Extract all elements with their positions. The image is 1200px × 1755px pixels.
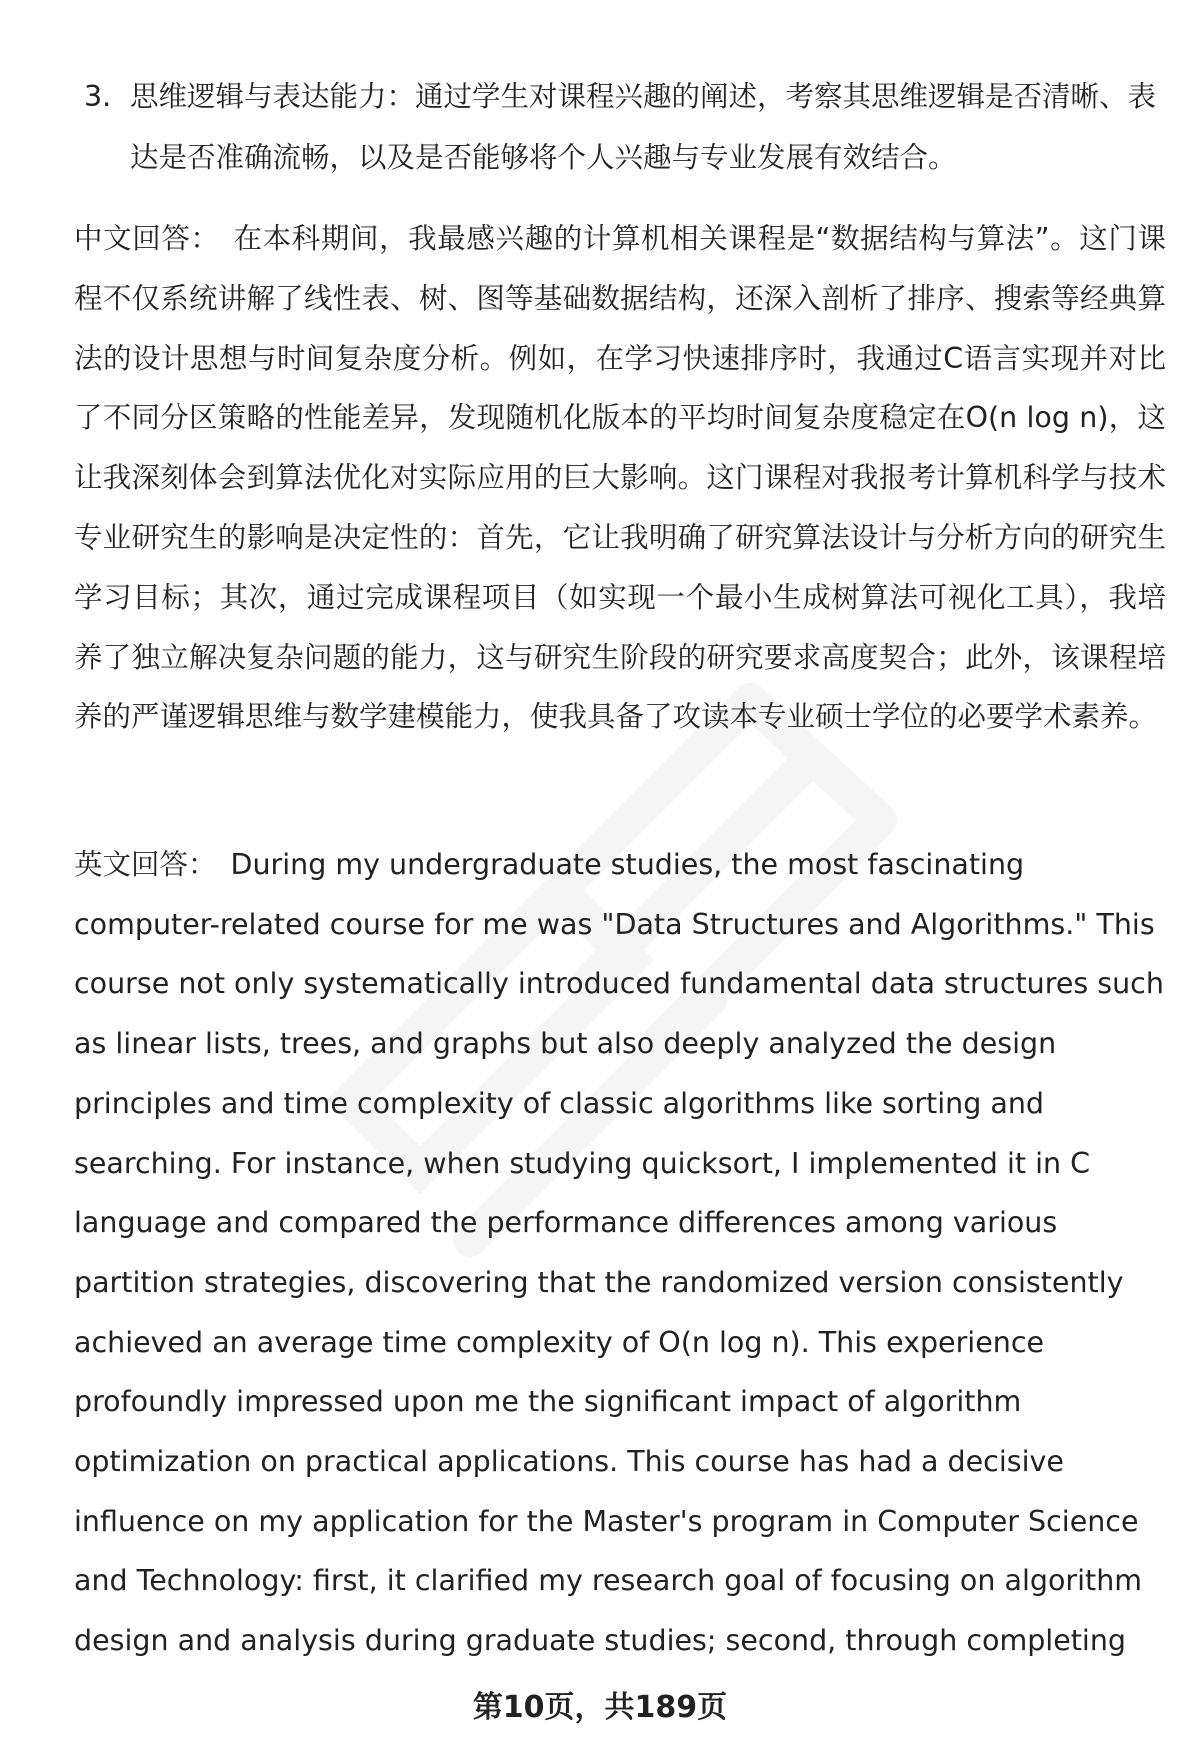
item-text: 思维逻辑与表达能力：通过学生对课程兴趣的阐述，考察其思维逻辑是否清晰、表达是否准确流畅，以及是否能够将个人兴趣与专业发展有效结合。 — [130, 80, 1157, 174]
numbered-item-3 — [84, 66, 1164, 188]
english-answer-label: 英文回答： — [74, 848, 217, 881]
item-number: 3. — [84, 80, 112, 113]
english-answer-section — [74, 835, 1166, 1671]
page-indicator: 第10页，共189页 — [472, 1690, 728, 1725]
chinese-answer-text: 在本科期间，我最感兴趣的计算机相关课程是“数据结构与算法”。这门课程不仅系统讲解了线性表、树、图等基础数据结构，还深入剖析了排序、搜索等经典算法的设计思想与时间复杂度分析。例如，在学习快速排序时，我通过C语言实现并对比了不同分区策略的性能差异，发现随机化版本的平均时间复杂度稳定在O(n log n)，这让我深刻体会到算法优化对实际应用的巨大影响。这门课程对我报考计算机科学与技术专业研究生的影响是决定性的：首先，它让我明确了研究算法设计与分析方向的研究生学习目标；其次，通过完成课程项目（如实现一个最小生成树算法可视化工具），我培养了独立解决复杂问题的能力，这与研究生阶段的研究要求高度契合；此外，该课程培养的严谨逻辑思维与数学建模能力，使我具备了攻读本专业硕士学位的必要学术素养。 — [74, 222, 1166, 734]
english-answer-text: During my undergraduate studies, the most fascinating computer-related course for me was "Data Structures and Algorithms." This course not only systematically introduced fundamental data structures such as linear lists, trees, and graphs but also deeply analyzed the design principles and time complexity of classic algorithms like sorting and searching. For instance, when studying quicksort, I implemented it in C language and compared the performance differences among various partition strategies, discovering that the randomized version consistently achieved an average time complexity of O(n log n). This experience profoundly impressed upon me the significant impact of algorithm optimization on practical applications. This course has had a decisive influence on my application for the Master's program in Computer Science and Technology: first, it clarified my research goal of focusing on algorithm design and analysis during graduate studies; second, through completing — [74, 848, 1164, 1658]
chinese-answer-section — [74, 209, 1166, 747]
chinese-answer-label: 中文回答： — [74, 222, 220, 255]
